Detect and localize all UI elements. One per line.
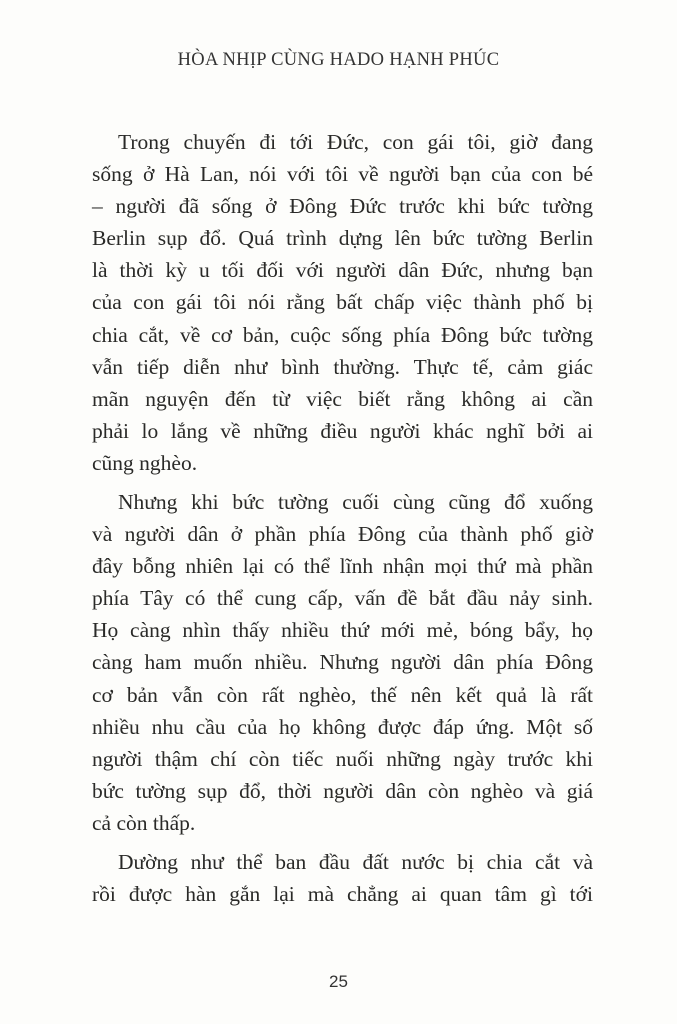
text-line: đây bỗng nhiên lại có thể lĩnh nhận mọi thứ mà phần (92, 554, 593, 579)
text-line: cơ bản vẫn còn rất nghèo, thế nên kết quả là rất (92, 682, 593, 707)
text-line: Dường như thể ban đầu đất nước bị chia cắt và (118, 850, 593, 874)
text-line: vẫn tiếp diễn như bình thường. Thực tế, cảm giác (92, 354, 593, 379)
text-line: Berlin sụp đổ. Quá trình dựng lên bức tường Berlin (92, 226, 593, 251)
text-line: Nhưng khi bức tường cuối cùng cũng đổ xuống (118, 490, 593, 514)
paragraph-2 (92, 486, 593, 839)
text-line: – người đã sống ở Đông Đức trước khi bức tường (92, 194, 593, 219)
text-line: Trong chuyến đi tới Đức, con gái tôi, giờ đang (118, 130, 593, 154)
text-line: là thời kỳ u tối đối với người dân Đức, nhưng bạn (92, 258, 593, 283)
text-line: mãn nguyện đến từ việc biết rằng không ai cần (92, 386, 593, 411)
text-line: và người dân ở phần phía Đông của thành phố giờ (92, 522, 593, 547)
text-line: chia cắt, về cơ bản, cuộc sống phía Đông bức tường (92, 322, 593, 347)
text-line: cả còn thấp. (92, 810, 196, 835)
running-header: HÒA NHỊP CÙNG HADO HẠNH PHÚC (177, 50, 500, 70)
text-line: của con gái tôi nói rằng bất chấp việc thành phố bị (92, 290, 593, 315)
text-line: phía Tây có thể cung cấp, vấn đề bắt đầu nảy sinh. (92, 586, 593, 611)
text-line: cũng nghèo. (92, 450, 198, 475)
text-line: càng ham muốn nhiều. Nhưng người dân phía Đông (92, 650, 593, 675)
text-line: sống ở Hà Lan, nói với tôi về người bạn của con bé (92, 162, 593, 187)
text-line: bức tường sụp đổ, thời người dân còn nghèo và giá (92, 778, 593, 803)
page-number: 25 (329, 972, 348, 991)
text-line: Họ càng nhìn thấy nhiều thứ mới mẻ, bóng bẩy, họ (92, 618, 593, 643)
paragraph-1 (92, 126, 593, 479)
text-line: phải lo lắng về những điều người khác nghĩ bởi ai (92, 418, 593, 443)
text-line: người thậm chí còn tiếc nuối những ngày trước khi (92, 746, 593, 771)
paragraph-3 (92, 846, 593, 910)
text-line: nhiều nhu cầu của họ không được đáp ứng. Một số (92, 714, 593, 739)
text-line: rồi được hàn gắn lại mà chẳng ai quan tâm gì tới (92, 882, 593, 907)
